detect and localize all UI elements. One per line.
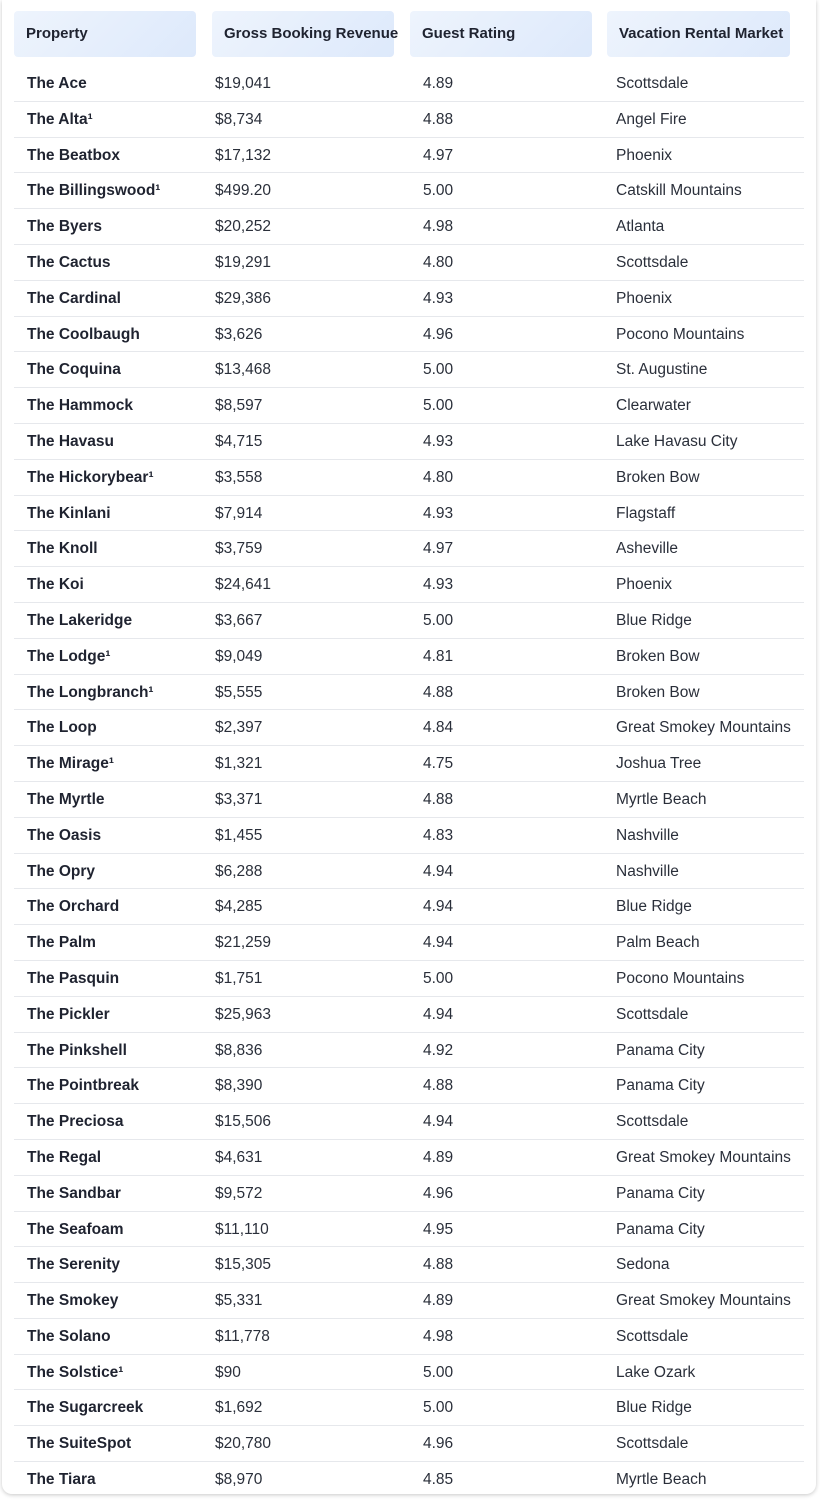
vacation-rental-market-cell: Broken Bow: [616, 683, 700, 701]
guest-rating-cell: 4.98: [423, 1327, 454, 1345]
property-cell: The Preciosa: [27, 1113, 124, 1131]
property-cell: The Beatbox: [27, 146, 121, 164]
gross-booking-revenue-cell: $8,597: [215, 397, 263, 415]
table-row: [14, 496, 804, 532]
property-cell: The Serenity: [27, 1256, 121, 1274]
property-cell: The Byers: [27, 218, 102, 236]
gross-booking-revenue-cell: $9,572: [215, 1184, 263, 1202]
vacation-rental-market-cell: Scottsdale: [616, 1435, 689, 1453]
guest-rating-cell: 5.00: [423, 1363, 454, 1381]
guest-rating-cell: 4.80: [423, 253, 454, 271]
vacation-rental-market-cell: Lake Ozark: [616, 1363, 696, 1381]
gross-booking-revenue-cell: $20,252: [215, 218, 272, 236]
vacation-rental-market-cell: Phoenix: [616, 146, 673, 164]
table-row: [14, 317, 804, 353]
property-cell: The Myrtle: [27, 790, 105, 808]
gross-booking-revenue-cell: $9,049: [215, 647, 263, 665]
table-row: [14, 710, 804, 746]
guest-rating-cell: 4.93: [423, 289, 454, 307]
guest-rating-cell: 4.94: [423, 934, 454, 952]
table-row: [14, 675, 804, 711]
vacation-rental-market-cell: Palm Beach: [616, 934, 700, 952]
property-cell: The Billingswood¹: [27, 182, 161, 200]
table-row: [14, 997, 804, 1033]
gross-booking-revenue-cell: $3,759: [215, 540, 263, 558]
gross-booking-revenue-cell: $15,305: [215, 1256, 272, 1274]
table-row: [14, 460, 804, 496]
gross-booking-revenue-cell: $13,468: [215, 361, 272, 379]
guest-rating-cell: 4.88: [423, 110, 454, 128]
property-cell: The Solano: [27, 1327, 111, 1345]
guest-rating-cell: 5.00: [423, 361, 454, 379]
guest-rating-cell: 4.89: [423, 75, 454, 92]
guest-rating-cell: 4.94: [423, 1113, 454, 1131]
property-cell: The Coolbaugh: [27, 325, 140, 343]
table-row: [14, 961, 804, 997]
property-cell: The Pickler: [27, 1005, 110, 1023]
table-row: [14, 1247, 804, 1283]
gross-booking-revenue-cell: $19,041: [215, 75, 272, 92]
table-row: [14, 603, 804, 639]
gross-booking-revenue-cell: $11,778: [215, 1327, 270, 1345]
property-table-card: [2, 0, 816, 1494]
guest-rating-cell: 5.00: [423, 1399, 454, 1417]
vacation-rental-market-cell: Great Smokey Mountains: [616, 1292, 791, 1310]
table-header: [2, 11, 816, 57]
guest-rating-cell: 4.96: [423, 1435, 454, 1453]
guest-rating-cell: 4.94: [423, 1005, 454, 1023]
gross-booking-revenue-cell: $1,321: [215, 755, 263, 773]
table-row: [14, 1283, 804, 1319]
property-cell: The Palm: [27, 934, 96, 952]
table-row: [14, 102, 804, 138]
vacation-rental-market-cell: Scottsdale: [616, 75, 689, 92]
gross-booking-revenue-cell: $1,455: [215, 826, 263, 844]
vacation-rental-market-cell: Blue Ridge: [616, 1399, 692, 1417]
gross-booking-revenue-cell: $17,132: [215, 146, 272, 164]
gross-booking-revenue-cell: $3,626: [215, 325, 263, 343]
guest-rating-cell: 4.88: [423, 683, 454, 701]
property-cell: The Lodge¹: [27, 647, 111, 665]
table-row: [14, 1176, 804, 1212]
table-row: [14, 1104, 804, 1140]
table-row: [14, 1033, 804, 1069]
property-cell: The Knoll: [27, 540, 98, 558]
property-cell: The Pinkshell: [27, 1041, 127, 1059]
guest-rating-cell: 4.88: [423, 1077, 454, 1095]
table-body: [2, 66, 816, 1494]
vacation-rental-market-cell: Broken Bow: [616, 468, 700, 486]
property-cell: The Koi: [27, 576, 84, 594]
guest-rating-cell: 5.00: [423, 611, 454, 629]
vacation-rental-market-cell: Panama City: [616, 1077, 705, 1095]
vacation-rental-market-cell: Angel Fire: [616, 110, 687, 128]
guest-rating-cell: 4.75: [423, 755, 454, 773]
gross-booking-revenue-cell: $29,386: [215, 289, 272, 307]
guest-rating-cell: 4.85: [423, 1471, 454, 1489]
vacation-rental-market-cell: Pocono Mountains: [616, 325, 745, 343]
gross-booking-revenue-cell: $499.20: [215, 182, 272, 200]
property-cell: The Orchard: [27, 898, 120, 916]
property-cell: The Sugarcreek: [27, 1399, 144, 1417]
property-cell: The Pointbreak: [27, 1077, 139, 1095]
vacation-rental-market-cell: Scottsdale: [616, 1327, 689, 1345]
vacation-rental-market-cell: Atlanta: [616, 218, 665, 236]
table-row: [14, 1140, 804, 1176]
guest-rating-cell: 4.93: [423, 504, 454, 522]
vacation-rental-market-cell: Scottsdale: [616, 253, 689, 271]
gross-booking-revenue-cell: $21,259: [215, 934, 272, 952]
property-cell: The Loop: [27, 719, 97, 737]
property-cell: The Hickorybear¹: [27, 468, 154, 486]
property-cell: The Regal: [27, 1148, 102, 1166]
property-cell: The Coquina: [27, 361, 121, 379]
guest-rating-cell: 5.00: [423, 397, 454, 415]
column-header-guest-rating[interactable]: Guest Rating: [410, 11, 592, 57]
table-row: [14, 889, 804, 925]
vacation-rental-market-cell: Myrtle Beach: [616, 1471, 707, 1489]
table-row: [14, 639, 804, 675]
guest-rating-cell: 4.95: [423, 1220, 454, 1238]
guest-rating-cell: 4.96: [423, 1184, 454, 1202]
property-cell: The SuiteSpot: [27, 1435, 132, 1453]
table-row: [14, 1426, 804, 1462]
gross-booking-revenue-cell: $1,692: [215, 1399, 263, 1417]
gross-booking-revenue-cell: $3,667: [215, 611, 263, 629]
table-row: [14, 138, 804, 174]
column-header-vacation-rental-market[interactable]: Vacation Rental Market: [607, 11, 790, 57]
table-row: [14, 388, 804, 424]
vacation-rental-market-cell: Phoenix: [616, 576, 673, 594]
vacation-rental-market-cell: Great Smokey Mountains: [616, 719, 791, 737]
property-cell: The Tiara: [27, 1471, 96, 1489]
table-row: [14, 531, 804, 567]
vacation-rental-market-cell: Pocono Mountains: [616, 969, 745, 987]
gross-booking-revenue-cell: $7,914: [215, 504, 263, 522]
vacation-rental-market-cell: Nashville: [616, 826, 679, 844]
table-row: [14, 209, 804, 245]
property-cell: The Oasis: [27, 826, 102, 844]
gross-booking-revenue-cell: $8,836: [215, 1041, 263, 1059]
table-row: [14, 925, 804, 961]
column-header-gross-booking-revenue[interactable]: Gross Booking Revenue: [212, 11, 394, 57]
table-row: [14, 245, 804, 281]
guest-rating-cell: 4.81: [423, 647, 454, 665]
gross-booking-revenue-cell: $4,631: [215, 1148, 263, 1166]
vacation-rental-market-cell: Blue Ridge: [616, 611, 692, 629]
table-row: [14, 1462, 804, 1494]
table-row: [14, 854, 804, 890]
vacation-rental-market-cell: Lake Havasu City: [616, 432, 738, 450]
gross-booking-revenue-cell: $90: [215, 1363, 241, 1381]
property-cell: The Kinlani: [27, 504, 111, 522]
vacation-rental-market-cell: Myrtle Beach: [616, 790, 707, 808]
guest-rating-cell: 4.98: [423, 218, 454, 236]
gross-booking-revenue-cell: $8,390: [215, 1077, 263, 1095]
vacation-rental-market-cell: Panama City: [616, 1184, 705, 1202]
vacation-rental-market-cell: Great Smokey Mountains: [616, 1148, 791, 1166]
guest-rating-cell: 4.97: [423, 146, 454, 164]
property-cell: The Hammock: [27, 397, 133, 415]
vacation-rental-market-cell: Broken Bow: [616, 647, 700, 665]
table-row: [14, 1068, 804, 1104]
guest-rating-cell: 4.97: [423, 540, 454, 558]
guest-rating-cell: 4.94: [423, 862, 454, 880]
table-row: [14, 782, 804, 818]
gross-booking-revenue-cell: $15,506: [215, 1113, 272, 1131]
property-cell: The Alta¹: [27, 110, 93, 128]
gross-booking-revenue-cell: $3,558: [215, 468, 263, 486]
table-row: [14, 746, 804, 782]
gross-booking-revenue-cell: $24,641: [215, 576, 272, 594]
guest-rating-cell: 4.80: [423, 468, 454, 486]
table-row: [14, 352, 804, 388]
guest-rating-cell: 4.89: [423, 1292, 454, 1310]
property-cell: The Mirage¹: [27, 755, 114, 773]
vacation-rental-market-cell: Flagstaff: [616, 504, 676, 522]
vacation-rental-market-cell: Joshua Tree: [616, 755, 702, 773]
guest-rating-cell: 4.88: [423, 1256, 454, 1274]
vacation-rental-market-cell: Catskill Mountains: [616, 182, 742, 200]
table-row: [14, 1355, 804, 1391]
table-row: [14, 281, 804, 317]
table-row: [14, 1319, 804, 1355]
gross-booking-revenue-cell: $19,291: [215, 253, 272, 271]
guest-rating-cell: 5.00: [423, 182, 454, 200]
vacation-rental-market-cell: Panama City: [616, 1220, 705, 1238]
table-row: [14, 424, 804, 460]
guest-rating-cell: 4.96: [423, 325, 454, 343]
gross-booking-revenue-cell: $4,715: [215, 432, 263, 450]
property-cell: The Solstice¹: [27, 1363, 124, 1381]
vacation-rental-market-cell: Asheville: [616, 540, 679, 558]
table-row: [14, 66, 804, 102]
property-cell: The Opry: [27, 862, 96, 880]
gross-booking-revenue-cell: $20,780: [215, 1435, 272, 1453]
vacation-rental-market-cell: Scottsdale: [616, 1005, 689, 1023]
property-cell: The Cactus: [27, 253, 111, 271]
table-row: [14, 1390, 804, 1426]
vacation-rental-market-cell: Sedona: [616, 1256, 670, 1274]
gross-booking-revenue-cell: $4,285: [215, 898, 263, 916]
property-cell: The Lakeridge: [27, 611, 133, 629]
guest-rating-cell: 5.00: [423, 969, 454, 987]
gross-booking-revenue-cell: $8,734: [215, 110, 263, 128]
vacation-rental-market-cell: Scottsdale: [616, 1113, 689, 1131]
gross-booking-revenue-cell: $8,970: [215, 1471, 263, 1489]
guest-rating-cell: 4.89: [423, 1148, 454, 1166]
property-cell: The Pasquin: [27, 969, 120, 987]
table-row: [14, 818, 804, 854]
guest-rating-cell: 4.94: [423, 898, 454, 916]
gross-booking-revenue-cell: $5,331: [215, 1292, 263, 1310]
guest-rating-cell: 4.93: [423, 432, 454, 450]
vacation-rental-market-cell: Panama City: [616, 1041, 705, 1059]
property-cell: The Ace: [27, 75, 87, 92]
gross-booking-revenue-cell: $3,371: [215, 790, 263, 808]
gross-booking-revenue-cell: $6,288: [215, 862, 263, 880]
table-row: [14, 173, 804, 209]
guest-rating-cell: 4.83: [423, 826, 454, 844]
gross-booking-revenue-cell: $11,110: [215, 1220, 269, 1238]
guest-rating-cell: 4.88: [423, 790, 454, 808]
vacation-rental-market-cell: Clearwater: [616, 397, 691, 415]
gross-booking-revenue-cell: $25,963: [215, 1005, 272, 1023]
table-row: [14, 1212, 804, 1248]
property-cell: The Havasu: [27, 432, 115, 450]
vacation-rental-market-cell: Blue Ridge: [616, 898, 692, 916]
column-header-property[interactable]: Property: [14, 11, 196, 57]
property-cell: The Sandbar: [27, 1184, 121, 1202]
gross-booking-revenue-cell: $5,555: [215, 683, 263, 701]
guest-rating-cell: 4.84: [423, 719, 454, 737]
table-row: [14, 567, 804, 603]
guest-rating-cell: 4.93: [423, 576, 454, 594]
property-cell: The Longbranch¹: [27, 683, 154, 701]
property-cell: The Smokey: [27, 1292, 119, 1310]
property-cell: The Seafoam: [27, 1220, 124, 1238]
vacation-rental-market-cell: Phoenix: [616, 289, 673, 307]
vacation-rental-market-cell: Nashville: [616, 862, 679, 880]
guest-rating-cell: 4.92: [423, 1041, 454, 1059]
gross-booking-revenue-cell: $2,397: [215, 719, 263, 737]
gross-booking-revenue-cell: $1,751: [215, 969, 263, 987]
property-cell: The Cardinal: [27, 289, 121, 307]
vacation-rental-market-cell: St. Augustine: [616, 361, 708, 379]
